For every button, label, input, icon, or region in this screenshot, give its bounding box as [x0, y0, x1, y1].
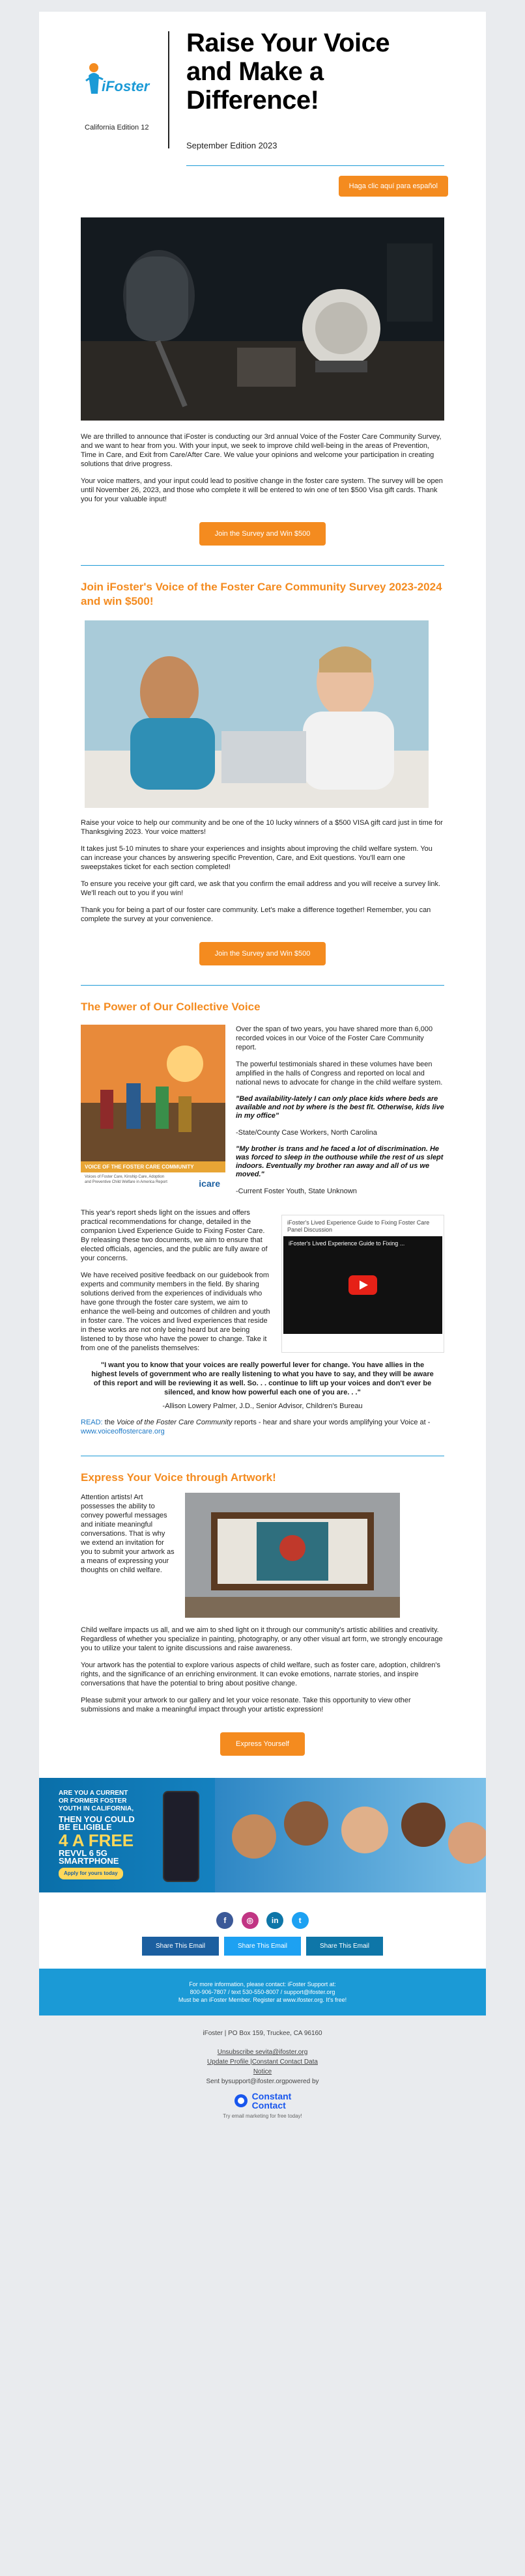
linkedin-icon[interactable]: in [266, 1912, 283, 1929]
cc-tagline[interactable]: Try email marketing for free today! [223, 2113, 302, 2119]
power-heading: The Power of Our Collective Voice [81, 1001, 261, 1013]
intro-paragraph-2: Your voice matters, and your input could lead to positive change in the foster care system. The survey will be open until November 26, 2023, and those who complete it will be entered to win one of ten $500 Visa gift cards. Thank you for your valuable input! [81, 477, 443, 503]
data-notice-link[interactable]: Notice [253, 2068, 272, 2075]
cc-brand-1: Constant [251, 2091, 292, 2101]
share-twitter-button[interactable]: Share This Email [224, 1937, 301, 1956]
read-line [81, 1418, 444, 1436]
power-right-p2: The powerful testimonials shared in these volumes have been amplified in the halls of Congress and reported on local and national news to advocate for change in the child welfare system. [236, 1060, 443, 1087]
subtitle: September Edition 2023 [186, 141, 277, 150]
read-label: READ: [81, 1419, 103, 1426]
quote-2-attribution: -Current Foster Youth, State Unknown [236, 1187, 357, 1195]
read-italic: Voice of the Foster Care Community [117, 1419, 233, 1426]
header-divider [168, 31, 169, 148]
survey-paragraph-2: It takes just 5-10 minutes to share your experiences and insights about improving the child welfare system. You can increase your chances by answering specific Prevention, Care, and Exit questions. You'll earn one sweepstakes ticket for each section completed! [81, 845, 433, 871]
quote-2: "My brother is trans and he faced a lot of discrimination. He was forced to sleep in the outhouse while the rest of us slept indoors. Eventually my brother ran away and all of us we moved." [236, 1145, 444, 1178]
youth-group-photo [215, 1778, 486, 1892]
title-line-1: Raise Your Voice [186, 29, 390, 57]
join-survey-button[interactable]: Join the Survey and Win $500 [199, 522, 326, 546]
banner-line-4: THEN YOU COULD [59, 1814, 135, 1824]
survey-paragraph-4: Thank you for being a part of our foster care community. Let's make a difference together! Remember, you can complete the survey at your convenience. [81, 906, 431, 923]
cc-address: iFoster | PO Box 159, Truckee, CA 96160 [203, 2030, 322, 2037]
survey-paragraph-1: Raise your voice to help our community and be one of the 10 lucky winners of a $500 VISA gift card just in time for Thanksgiving 2023. Your voice matters! [81, 819, 443, 836]
unsubscribe-link[interactable]: Unsubscribe sevita@ifoster.org [217, 2049, 308, 2056]
phone-image [163, 1791, 199, 1882]
share-linkedin-button[interactable]: Share This Email [306, 1937, 383, 1956]
art-paragraph-1: Attention artists! Art possesses the ability to convey powerful messages and initiate meaningful conversations. That is why we extend an invitation for you to submit your artwork as a means of expressing your thoughts on child welfare. [81, 1493, 175, 1574]
video-embed[interactable] [281, 1215, 444, 1353]
sent-by-line: Sent bysupport@ifoster.orgpowered by [206, 2078, 319, 2085]
icare-logo: icare [199, 1178, 220, 1189]
power-right-p1: Over the span of two years, you have shared more than 6,000 recorded voices in our Voice of the Foster Care Community report. [236, 1025, 433, 1051]
cc-footer [0, 2015, 525, 2121]
facebook-icon[interactable]: f [216, 1912, 233, 1929]
banner-apply-button[interactable]: Apply for yours today [59, 1868, 123, 1879]
social-icons [39, 1912, 486, 1929]
report-cover-image[interactable] [81, 1025, 225, 1204]
cc-brand-2: Contact [251, 2100, 286, 2111]
twitter-icon[interactable]: t [292, 1912, 309, 1929]
panelist-quote: "I want you to know that your voices are really powerful lever for change. You have allies in the highest levels of government who are really listening to what you have to say, and they will be aware of this report and will be reviewing it as well. So. . . continue to lift up your voices and don't ever be silenced, and know how powerful each one of you are. . ." [91, 1361, 434, 1396]
instagram-icon[interactable]: ◎ [242, 1912, 259, 1929]
update-profile-link[interactable]: Update Profile |Constant Contact Data [207, 2058, 318, 2066]
voice-site-link[interactable]: www.voiceoffostercare.org [81, 1428, 165, 1435]
art-heading: Express Your Voice through Artwork! [81, 1471, 276, 1484]
play-icon[interactable] [348, 1275, 377, 1295]
spanish-button[interactable]: Haga clic aquí para español [339, 176, 448, 197]
art-gallery-image[interactable] [185, 1493, 400, 1618]
book-title: VOICE OF THE FOSTER CARE COMMUNITY [81, 1161, 225, 1172]
survey-heading: Join iFoster's Voice of the Foster Care Community Survey 2023-2024 and win $500! [81, 581, 442, 607]
read-text-b: reports - hear and share your words amplifying your Voice at - [232, 1419, 431, 1426]
art-paragraph-4: Please submit your artwork to our gallery and let your voice resonate. Take this opportunity to view other submissions and make a meaningful impact through your artistic expression! [81, 1697, 411, 1713]
quote-1: "Bed availability-lately I can only place kids where beds are available and not by where is the best fit. Otherwise, kids live in my office" [236, 1095, 444, 1120]
power-left-p1: This year's report sheds light on the issues and offers practical recommendations for change, detailed in the companion Lived Experience Guide to Fixing Foster Care. By releasing these two documents, we aim to ensure that elected officials, agencies, and the public are fully aware of your concerns. [81, 1209, 268, 1262]
support-footer [39, 1969, 486, 2015]
ifoster-logo[interactable] [85, 55, 156, 100]
footer-line-2: 800-906-7807 / text 530-550-8007 / support@ifoster.org [190, 1989, 335, 1995]
title-line-2: and Make a [186, 57, 324, 86]
banner-line-2: OR FORMER FOSTER [59, 1797, 127, 1805]
art-paragraph-3: Your artwork has the potential to explore various aspects of child welfare, such as foster care, adoption, children's rights, and the significance of an enriching environment. It can evoke emotions, narrate stories, and inspire conversations that have the potential to bring about positive change. [81, 1661, 440, 1687]
share-facebook-button[interactable]: Share This Email [142, 1937, 219, 1956]
quote-1-attribution: -State/County Case Workers, North Carolina [236, 1129, 377, 1137]
video-title: iFoster's Lived Experience Guide to Fixing ... [289, 1240, 405, 1247]
section-divider [81, 985, 444, 986]
banner-line-3: YOUTH IN CALIFORNIA, [59, 1805, 134, 1812]
title-line-3: Difference! [186, 86, 319, 115]
art-paragraph-2: Child welfare impacts us all, and we aim to shed light on it through our community's artistic abilities and creativity. Regardless of whether you specialize in painting, photography, or any other visual art form, we strongly encourage you to utilize your talent to ignite discussions and raise awareness. [81, 1626, 443, 1652]
edition-label: California Edition 12 [85, 124, 149, 132]
survey-photo [85, 620, 429, 808]
power-left-p2: We have received positive feedback on our guidebook from experts and community members in the field. By sharing solutions derived from the experiences of individuals who have gone through the foster care system, we aim to enhance the well-being and outcomes of children and youth in foster care. The voices and lived experiences that reside in these works are not only being heard but are being listened to by those who have the power to change. Take it from one of the panelists themselves: [81, 1271, 270, 1352]
constant-contact-logo[interactable] [234, 2092, 292, 2110]
section-divider [81, 565, 444, 566]
join-survey-button-2[interactable]: Join the Survey and Win $500 [199, 942, 326, 965]
survey-paragraph-3: To ensure you receive your gift card, we ask that you confirm the email address and you will receive a survey link. We'll reach out to you if you win! [81, 880, 441, 897]
banner-line-7: SMARTPHONE [59, 1856, 119, 1866]
footer-line-3: Must be an iFoster Member. Register at www.ifoster.org. It's free! [178, 1997, 347, 2003]
email-card [39, 12, 486, 2015]
express-yourself-button[interactable]: Express Yourself [220, 1732, 305, 1756]
read-text-a: the [102, 1419, 117, 1426]
video-player[interactable] [283, 1236, 442, 1334]
intro-paragraph-1: We are thrilled to announce that iFoster is conducting our 3rd annual Voice of the Foster Care Community Survey, and we want to hear from you. With your input, we seek to improve child well-being in the areas of Prevention, Time in Care, and Exit from Care/After Care. We value your opinions and welcome your participation in creating solutions that drive progress. [81, 433, 442, 468]
footer-line-1: For more information, please contact: iFoster Support at: [189, 1981, 336, 1987]
banner-line-1: ARE YOU A CURRENT [59, 1790, 128, 1797]
panelist-attribution: -Allison Lowery Palmer, J.D., Senior Advisor, Children's Bureau [162, 1402, 363, 1410]
banner-big: 4 A FREE [59, 1831, 134, 1850]
video-caption: iFoster's Lived Experience Guide to Fixing Foster Care Panel Discussion [287, 1219, 430, 1233]
hero-microphone-image [81, 217, 444, 421]
logo-text: iFoster [102, 78, 150, 94]
banner-line-5: BE ELIGIBLE [59, 1822, 112, 1832]
revvl-phone-banner[interactable] [39, 1778, 486, 1892]
header-rule [186, 165, 444, 166]
book-subtitle: Voices of Foster Care, Kinship Care, Adoption and Preventive Child Welfare in America Report [85, 1175, 167, 1184]
cc-logo-icon [234, 2094, 248, 2108]
page-title [186, 29, 390, 115]
banner-line-6: REVVL 6 5G [59, 1848, 107, 1858]
email-header [39, 12, 486, 201]
